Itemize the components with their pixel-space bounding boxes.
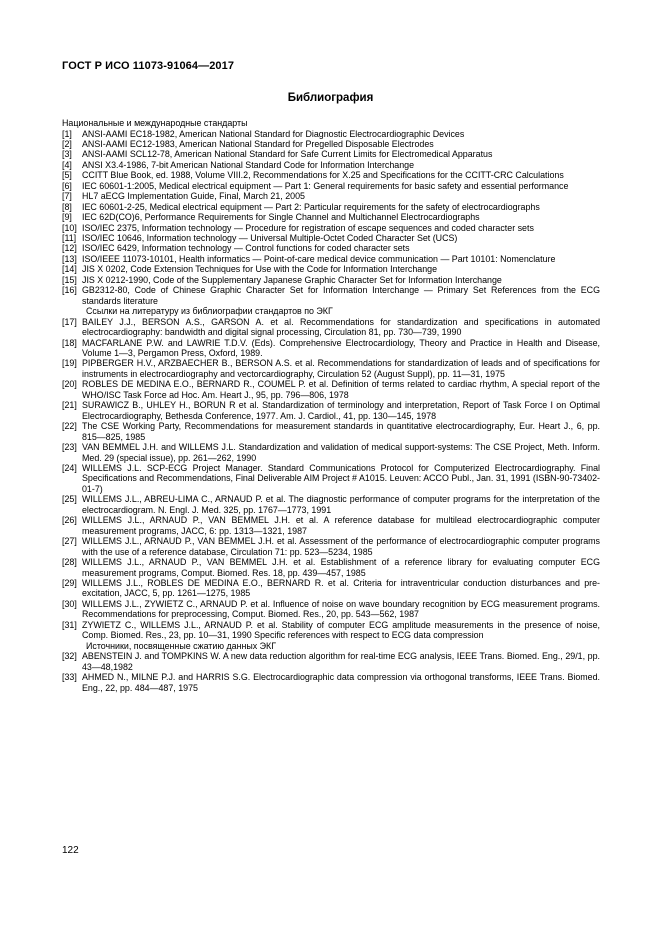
reference-item bbox=[62, 254, 600, 264]
reference-number: [32] bbox=[62, 651, 77, 662]
intro-heading: Национальные и международные стандарты bbox=[62, 118, 248, 128]
reference-item bbox=[62, 243, 600, 253]
reference-number: [9] bbox=[62, 212, 72, 223]
reference-item bbox=[62, 358, 600, 379]
reference-text: ZYWIETZ C., WILLEMS J.L., ARNAUD P. et al. Stability of computer ECG amplitude measurements in the presence of noise, Comp. Biomed. Res., 23, pp. 10—31, 1990 Specific references with respect to ECG data compression bbox=[82, 619, 600, 641]
reference-item bbox=[62, 191, 600, 201]
reference-item bbox=[62, 338, 600, 359]
reference-number: [3] bbox=[62, 149, 72, 160]
reference-number: [31] bbox=[62, 619, 77, 630]
reference-item bbox=[62, 379, 600, 400]
reference-item bbox=[62, 494, 600, 515]
reference-item bbox=[62, 160, 600, 170]
reference-number: [1] bbox=[62, 128, 72, 139]
reference-text: PIPBERGER H.V., ARZBAECHER B., BERSON A.S. et al. Recommendations for standardization of leads and of specifications for instruments in electrocardiography and vectorcardiography, Circulation 52 (August Suppl), pp. 11—31, 1975 bbox=[82, 358, 600, 379]
reference-number: [8] bbox=[62, 201, 72, 212]
reference-group-literature bbox=[62, 317, 600, 641]
reference-item bbox=[62, 129, 600, 139]
reference-item bbox=[62, 275, 600, 285]
reference-item bbox=[62, 515, 600, 536]
reference-item bbox=[62, 442, 600, 463]
reference-text: ROBLES DE MEDINA E.O., BERNARD R., COUMEL P. et al. Definition of terms related to cardiac rhythm, A special report of the WHO/ISC Task Force ad Hoc. Am. Heart J., 95, pp. 796—806, 1978 bbox=[82, 379, 600, 400]
reference-number: [5] bbox=[62, 170, 72, 181]
reference-number: [22] bbox=[62, 421, 77, 432]
reference-text: ISO/IEC 2375, Information technology — Procedure for registration of escape sequences and coded character sets bbox=[82, 222, 534, 233]
reference-number: [13] bbox=[62, 253, 77, 264]
reference-text: WILLEMS J.L., ARNAUD P., VAN BEMMEL J.H. et al. A reference database for multilead electrocardiographic computer measurement programs, JACC, 6: pp. 1313—1321, 1987 bbox=[82, 515, 600, 536]
reference-number: [10] bbox=[62, 222, 77, 233]
reference-text: WILLEMS J.L., ZYWIETZ C., ARNAUD P. et al. Influence of noise on wave boundary recognition by ECG measurement programs. Recommendations for preprocessing, Comput. Biomed. Res., 20, pp. 543—562, 1987 bbox=[82, 598, 600, 620]
reference-item bbox=[62, 651, 600, 672]
reference-item bbox=[62, 421, 600, 442]
reference-item bbox=[62, 139, 600, 149]
reference-number: [18] bbox=[62, 337, 77, 348]
reference-item bbox=[62, 400, 600, 421]
reference-list bbox=[62, 129, 600, 693]
reference-item bbox=[62, 463, 600, 494]
reference-text: JIS X 0202, Code Extension Techniques for Use with the Code for Information Interchange bbox=[82, 264, 438, 275]
reference-text: JIS X 0212-1990, Code of the Supplementary Japanese Graphic Character Set for Information Interchange bbox=[82, 274, 502, 285]
reference-text: WILLEMS J.L., ARNAUD P., VAN BEMMEL J.H. et al. Assessment of the performance of electrocardiographic computer programs with the use of a reference database, Circulation 71: pp. 523—5234, 1985 bbox=[82, 536, 600, 557]
reference-text: ANSI X3.4-1986, 7-bit American National Standard Code for Information Interchange bbox=[82, 159, 415, 170]
reference-item bbox=[62, 578, 600, 599]
reference-text: VAN BEMMEL J.H. and WILLEMS J.L. Standardization and validation of medical support-systems: The CSE Project, Meth. Inform. Med. 29 (special issue), pp. 261—262, 1990 bbox=[82, 442, 600, 463]
page-number: 122 bbox=[62, 845, 79, 856]
reference-text: ABENSTEIN J. and TOMPKINS W. A new data reduction algorithm for real-time ECG analysis, IEEE Trans. Biomed. Eng., 29/1, pp. 43—48,1982 bbox=[82, 651, 600, 672]
bibliography-title: Библиография bbox=[287, 92, 374, 104]
subheading-ecg-literature: Ссылки на литературу из библиографии стандартов по ЭКГ bbox=[86, 306, 333, 317]
reference-number: [19] bbox=[62, 358, 77, 369]
reference-item bbox=[62, 317, 600, 338]
reference-text: ISO/IEC 6429, Information technology — Control functions for coded character sets bbox=[82, 243, 410, 254]
reference-item bbox=[62, 170, 600, 180]
reference-number: [11] bbox=[62, 233, 77, 244]
reference-number: [14] bbox=[62, 264, 77, 275]
reference-item bbox=[62, 557, 600, 578]
reference-item bbox=[62, 181, 600, 191]
reference-text: WILLEMS J.L., ROBLES DE MEDINA E.O., BERNARD R. et al. Criteria for intraventricular conduction disturbances and pre-excitation, JACC, 5, pp. 1261—1275, 1985 bbox=[82, 577, 600, 599]
reference-item bbox=[62, 233, 600, 243]
reference-item bbox=[62, 285, 600, 306]
reference-text: WILLEMS J.L. SCP-ECG Project Manager. Standard Communications Protocol for Computerized Electrocardiography. Final Specifications and Recommendations, Final Deliverable AIM Project # A1015. Leuven: ACCO Publ., Jan. 31, 1991 (ISBN-90-73402-01-7) bbox=[82, 463, 600, 494]
reference-text: ANSI-AAMI EC18-1982, American National Standard for Diagnostic Electrocardiographic Devices bbox=[82, 128, 465, 139]
reference-text: WILLEMS J.L., ABREU-LIMA C., ARNAUD P. et al. The diagnostic performance of computer programs for the interpretation of the electrocardiogram. N. Engl. J. Med. 325, pp. 1767—1773, 1991 bbox=[82, 494, 600, 515]
reference-number: [26] bbox=[62, 515, 77, 526]
reference-text: The CSE Working Party, Recommendations for measurement standards in quantitative electrocardiography, Eur. Heart J., 6, pp. 815—825, 1985 bbox=[82, 421, 600, 442]
reference-text: ISO/IEEE 11073-10101, Health informatics — Point-of-care medical device communication — Part 10101: Nomenclature bbox=[82, 253, 556, 264]
reference-text: BAILEY J.J., BERSON A.S., GARSON A. et al. Recommendations for standardization and specifications in automated electrocardiography: bandwidth and digital signal processing, Circulation 81, pp. 730—739, 1990 bbox=[82, 316, 600, 338]
reference-number: [6] bbox=[62, 180, 72, 191]
reference-number: [16] bbox=[62, 285, 77, 296]
reference-text: CCITT Blue Book, ed. 1988, Volume VIII.2, Recommendations for X.25 and Specifications for the CCITT-CRC Calculations bbox=[82, 170, 564, 181]
reference-number: [29] bbox=[62, 577, 77, 588]
reference-number: [21] bbox=[62, 400, 77, 411]
reference-number: [20] bbox=[62, 379, 77, 390]
reference-item bbox=[62, 223, 600, 233]
reference-item bbox=[62, 202, 600, 212]
reference-text: ANSI-AAMI SCL12-78, American National Standard for Safe Current Limits for Electromedical Apparatus bbox=[82, 149, 493, 160]
reference-item bbox=[62, 264, 600, 274]
reference-number: [23] bbox=[62, 442, 77, 453]
reference-item bbox=[62, 212, 600, 222]
reference-number: [24] bbox=[62, 463, 77, 473]
reference-text: ISO/IEC 10646, Information technology — Universal Multiple-Octet Coded Character Set (UCS) bbox=[82, 233, 458, 244]
reference-text: IEC 62D(CO)6, Performance Requirements for Single Channel and Multichannel Electrocardiographs bbox=[82, 212, 480, 223]
reference-text: WILLEMS J.L., ARNAUD P., VAN BEMMEL J.H. et al. Establishment of a reference library for evaluating computer ECG measurement programs, Comput. Biomed. Res. 18, pp. 439—457, 1985 bbox=[82, 557, 600, 578]
reference-item bbox=[62, 620, 600, 641]
reference-text: MACFARLANE P.W. and LAWRIE T.D.V. (Eds). Comprehensive Electrocardiology, Theory and Practice in Health and Disease, Volume 1—3, Pergamon Press, Oxford, 1989. bbox=[82, 337, 600, 359]
reference-item bbox=[62, 536, 600, 557]
reference-number: [33] bbox=[62, 672, 77, 683]
reference-number: [2] bbox=[62, 138, 72, 149]
reference-number: [25] bbox=[62, 494, 77, 505]
reference-number: [15] bbox=[62, 274, 77, 285]
reference-item bbox=[62, 599, 600, 620]
reference-text: IEC 60601-1:2005, Medical electrical equipment — Part 1: General requirements for basic safety and essential performance bbox=[82, 180, 569, 191]
reference-text: AHMED N., MILNE P.J. and HARRIS S.G. Electrocardiographic data compression via orthogonal transforms, IEEE Trans. Biomed. Eng., 22, pp. 484—487, 1975 bbox=[82, 672, 600, 693]
reference-text: HL7 aECG Implementation Guide, Final, March 21, 2005 bbox=[82, 191, 305, 202]
reference-text: ANSI-AAMI EC12-1983, American National Standard for Pregelled Disposable Electrodes bbox=[82, 138, 434, 149]
reference-group-compression bbox=[62, 651, 600, 693]
standard-header: ГОСТ Р ИСО 11073-91064—2017 bbox=[62, 60, 235, 72]
reference-number: [17] bbox=[62, 316, 77, 327]
reference-number: [28] bbox=[62, 557, 77, 568]
reference-item bbox=[62, 672, 600, 693]
reference-text: SURAWICZ B., UHLEY H., BORUN R et al. Standardization of terminology and interpretation, Report of Task Force I on Optimal Electrocardiography, Bethesda Conference, 1977. Am. J. Cardiol., 41, pp. 130—145, 1978 bbox=[82, 400, 600, 421]
reference-group-standards bbox=[62, 129, 600, 307]
reference-number: [12] bbox=[62, 243, 77, 254]
reference-number: [30] bbox=[62, 598, 77, 609]
reference-text: GB2312-80, Code of Chinese Graphic Character Set for Information Interchange — Primary Set References from the ECG standards literature bbox=[82, 285, 600, 306]
subheading-data-compression: Источники, посвященные сжатию данных ЭКГ bbox=[86, 640, 277, 651]
reference-number: [7] bbox=[62, 191, 72, 202]
reference-item bbox=[62, 149, 600, 159]
reference-number: [27] bbox=[62, 536, 77, 547]
reference-text: IEC 60601-2-25, Medical electrical equipment — Part 2: Particular requirements for the safety of electrocardiographs bbox=[82, 201, 540, 212]
reference-number: [4] bbox=[62, 159, 72, 170]
